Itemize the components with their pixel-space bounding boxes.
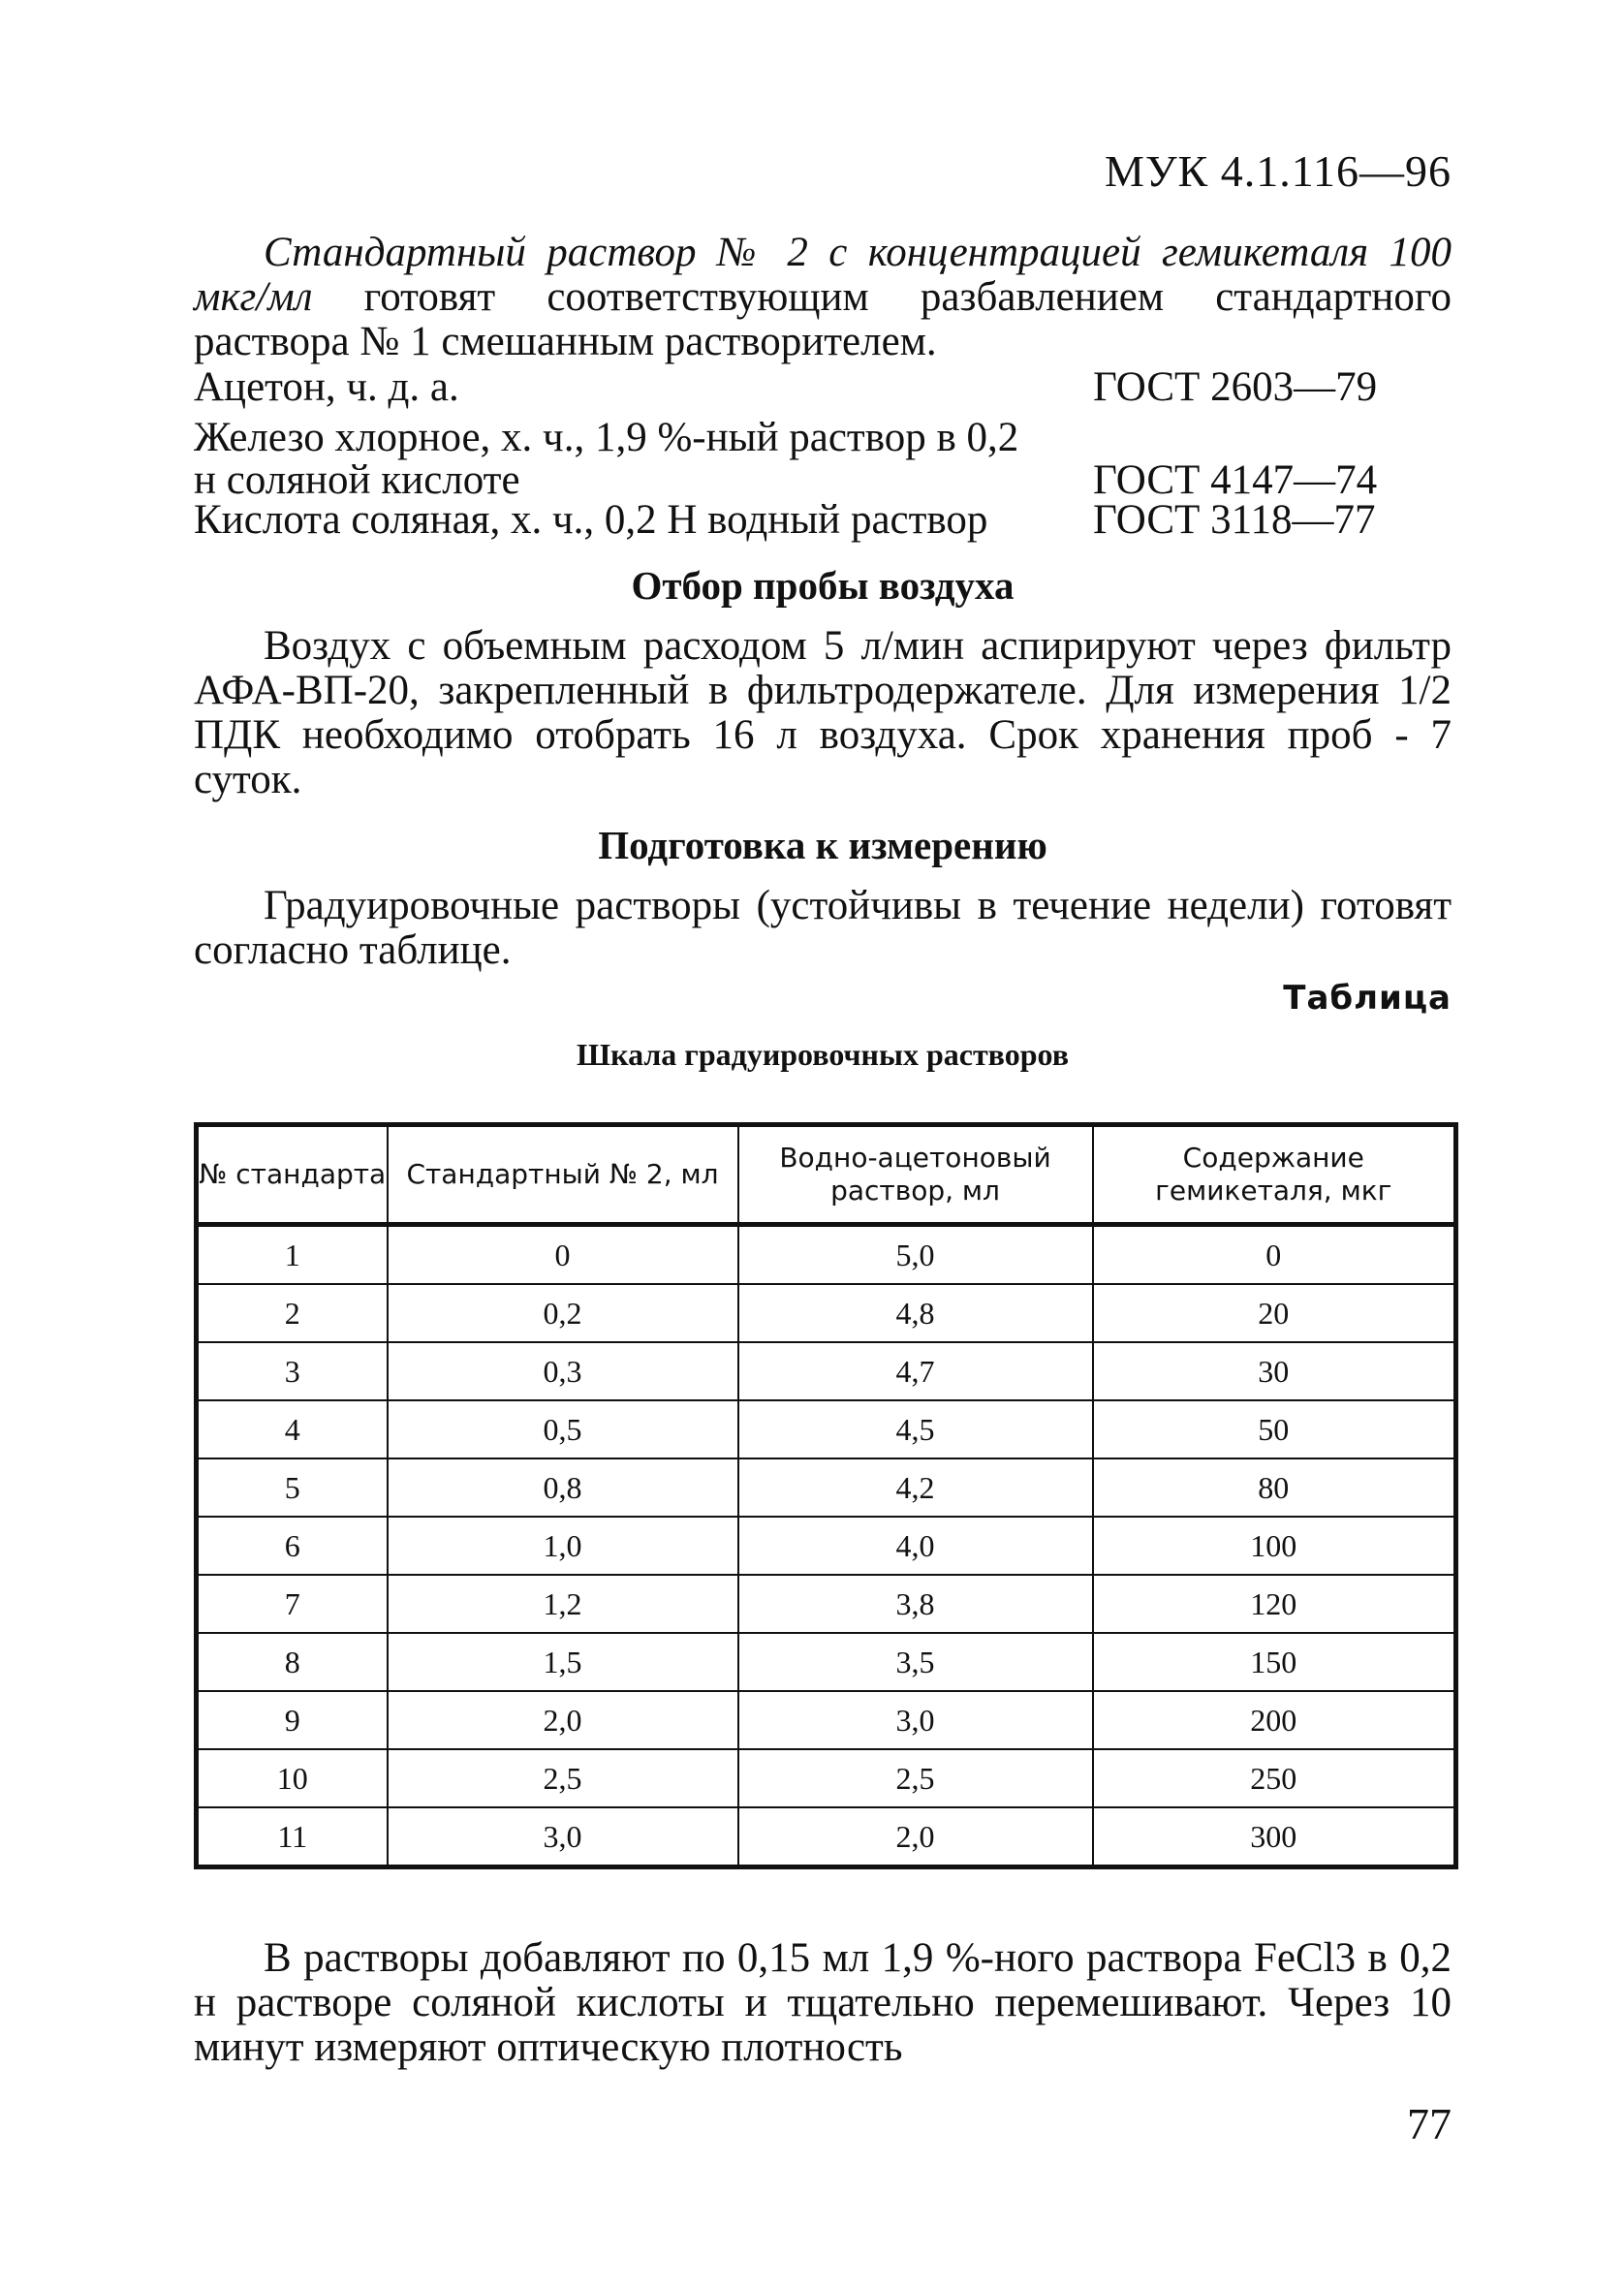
section-heading-sampling: Отбор пробы воздуха <box>631 563 1015 608</box>
table-cell: 1,0 <box>388 1517 738 1575</box>
table-cell: 1,2 <box>388 1575 738 1633</box>
table-cell: 4,8 <box>738 1284 1093 1342</box>
table-cell: 2,5 <box>388 1749 738 1807</box>
table-cell: 150 <box>1093 1633 1456 1691</box>
table-cell: 11 <box>197 1807 388 1867</box>
table-cell: 3,5 <box>738 1633 1093 1691</box>
calibration-table <box>194 1122 1458 1869</box>
table-cell: 20 <box>1093 1284 1456 1342</box>
reagent-gost: ГОСТ 2603—79 <box>1093 364 1378 410</box>
table-cell: 2,5 <box>738 1749 1093 1807</box>
table-cell: 30 <box>1093 1342 1456 1400</box>
table-cell: 9 <box>197 1691 388 1749</box>
table-label: Таблица <box>1283 979 1452 1018</box>
table-row <box>197 1225 1456 1285</box>
table-cell: 0,5 <box>388 1400 738 1458</box>
page-number: 77 <box>1407 2099 1452 2148</box>
table-cell: 4,7 <box>738 1342 1093 1400</box>
intro-italic-text: Стандартный раствор № 2 с концентрацией гемикеталя 100 мкг/мл <box>194 230 1452 320</box>
table-cell: 100 <box>1093 1517 1456 1575</box>
table-cell: 2,0 <box>738 1807 1093 1867</box>
section-heading-preparation: Подготовка к измерению <box>598 823 1047 867</box>
table-cell: 0 <box>388 1225 738 1285</box>
table-cell: 4,0 <box>738 1517 1093 1575</box>
intro-paragraph <box>194 231 1452 364</box>
table-cell: 7 <box>197 1575 388 1633</box>
table-row <box>197 1749 1456 1807</box>
table-header-row <box>197 1125 1456 1225</box>
reagent-name: Железо хлорное, х. ч., 1,9 %-ный раствор в 0,2 н соляной кислоте <box>194 415 1019 503</box>
table-row <box>197 1575 1456 1633</box>
table-cell: 5,0 <box>738 1225 1093 1285</box>
table-cell: 4 <box>197 1400 388 1458</box>
reagent-gost: ГОСТ 3118—77 <box>1093 497 1376 543</box>
table-cell: 3,8 <box>738 1575 1093 1633</box>
column-header: № стандарта <box>197 1125 388 1225</box>
reagent-name: Ацетон, ч. д. а. <box>194 364 459 410</box>
table-cell: 4,5 <box>738 1400 1093 1458</box>
closing-paragraph: В растворы добавляют по 0,15 мл 1,9 %-ного раствора FeCl3 в 0,2 н растворе соляной кислоты и тщательно перемешивают. Через 10 минут измеряют оптическую плотность <box>194 1935 1452 2070</box>
table-cell: 200 <box>1093 1691 1456 1749</box>
sampling-paragraph: Воздух с объемным расходом 5 л/мин аспирируют через фильтр АФА-ВП-20, закрепленный в фильтродержателе. Для измерения 1/2 ПДК необходимо отобрать 16 л воздуха. Срок хранения проб - 7 суток. <box>194 623 1452 802</box>
table-cell: 0,8 <box>388 1458 738 1517</box>
table-cell: 300 <box>1093 1807 1456 1867</box>
table-cell: 0 <box>1093 1225 1456 1285</box>
reagent-name: Кислота соляная, х. ч., 0,2 Н водный раствор <box>194 497 988 543</box>
table-cell: 0,3 <box>388 1342 738 1400</box>
table-row <box>197 1691 1456 1749</box>
table-row <box>197 1342 1456 1400</box>
table-caption: Шкала градуировочных растворов <box>576 1037 1070 1072</box>
table-cell: 2,0 <box>388 1691 738 1749</box>
table-cell: 10 <box>197 1749 388 1807</box>
table-cell: 3 <box>197 1342 388 1400</box>
column-header: Содержание гемикеталя, мкг <box>1093 1125 1456 1225</box>
table-cell: 4,2 <box>738 1458 1093 1517</box>
preparation-paragraph: Градуировочные растворы (устойчивы в течение недели) готовят согласно таблице. <box>194 883 1452 973</box>
reagent-gost: ГОСТ 4147—74 <box>1093 457 1378 503</box>
table-cell: 6 <box>197 1517 388 1575</box>
table-cell: 3,0 <box>738 1691 1093 1749</box>
table-cell: 250 <box>1093 1749 1456 1807</box>
column-header: Стандартный № 2, мл <box>388 1125 738 1225</box>
table-cell: 2 <box>197 1284 388 1342</box>
column-header: Водно-ацетоновый раствор, мл <box>738 1125 1093 1225</box>
table-row <box>197 1400 1456 1458</box>
table-cell: 1 <box>197 1225 388 1285</box>
table-row <box>197 1807 1456 1867</box>
table-cell: 50 <box>1093 1400 1456 1458</box>
table-cell: 80 <box>1093 1458 1456 1517</box>
table-cell: 120 <box>1093 1575 1456 1633</box>
intro-rest-text: готовят соответствующим разбавлением стандартного раствора № 1 смешанным растворителем. <box>194 274 1452 364</box>
table-row <box>197 1633 1456 1691</box>
document-code: МУК 4.1.116—96 <box>1105 146 1452 196</box>
table-cell: 3,0 <box>388 1807 738 1867</box>
table-row <box>197 1284 1456 1342</box>
table-row <box>197 1458 1456 1517</box>
table-cell: 8 <box>197 1633 388 1691</box>
table-row <box>197 1517 1456 1575</box>
calibration-table-container <box>194 1122 1453 1869</box>
table-cell: 0,2 <box>388 1284 738 1342</box>
table-cell: 1,5 <box>388 1633 738 1691</box>
table-cell: 5 <box>197 1458 388 1517</box>
